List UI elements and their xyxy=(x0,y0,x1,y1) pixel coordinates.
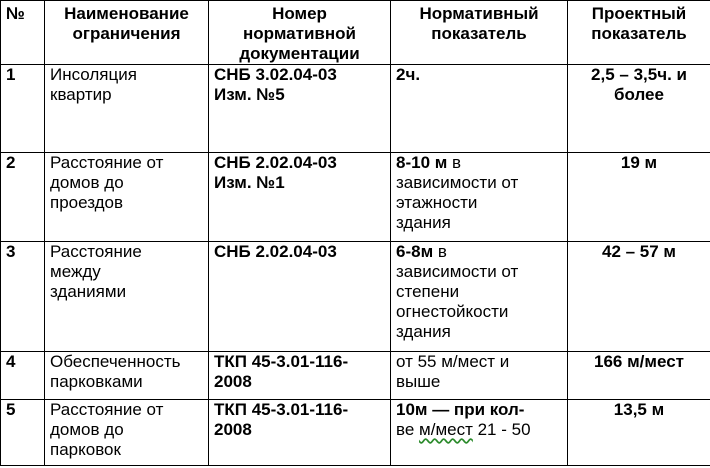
table-row xyxy=(1,241,710,351)
row-num: 1 xyxy=(1,65,45,153)
row-proj: 2,5 – 3,5ч. и более xyxy=(568,65,710,153)
row-num: 3 xyxy=(1,241,45,351)
row-name: Инсоляция квартир xyxy=(45,65,209,153)
row-num: 2 xyxy=(1,153,45,241)
row-proj: 13,5 м xyxy=(568,399,710,465)
row-doc: ТКП 45-3.01-116- 2008 xyxy=(209,399,391,465)
table-row xyxy=(1,65,710,153)
row-norm: от 55 м/мест и выше xyxy=(391,351,568,399)
row-proj: 19 м xyxy=(568,153,710,241)
table-row xyxy=(1,351,710,399)
row-doc: СНБ 3.02.04-03 Изм. №5 xyxy=(209,65,391,153)
row-norm: 2ч. xyxy=(391,65,568,153)
row-doc: ТКП 45-3.01-116- 2008 xyxy=(209,351,391,399)
header-norm: Нормативный показатель xyxy=(391,1,568,65)
row-num: 5 xyxy=(1,399,45,465)
row-name: Расстояние между зданиями xyxy=(45,241,209,351)
header-num: № xyxy=(1,1,45,65)
row-proj: 166 м/мест xyxy=(568,351,710,399)
header-name: Наименование ограничения xyxy=(45,1,209,65)
row-norm: 6-8м в зависимости от степени огнестойкости здания xyxy=(391,241,568,351)
row-doc: СНБ 2.02.04-03 xyxy=(209,241,391,351)
row-norm: 10м — при кол- ве м/мест 21 - 50 xyxy=(391,399,568,465)
header-row xyxy=(1,1,710,65)
row-proj: 42 – 57 м xyxy=(568,241,710,351)
row-doc: СНБ 2.02.04-03 Изм. №1 xyxy=(209,153,391,241)
row-name: Расстояние от домов до проездов xyxy=(45,153,209,241)
header-doc: Номер нормативной документации xyxy=(209,1,391,65)
row-num: 4 xyxy=(1,351,45,399)
row-name: Обеспеченность парковками xyxy=(45,351,209,399)
spellcheck-underline: м/мест xyxy=(419,419,473,439)
table-row xyxy=(1,153,710,241)
row-norm: 8-10 м в зависимости от этажности здания xyxy=(391,153,568,241)
header-proj: Проектный показатель xyxy=(568,1,710,65)
table-row xyxy=(1,399,710,465)
row-name: Расстояние от домов до парковок xyxy=(45,399,209,465)
